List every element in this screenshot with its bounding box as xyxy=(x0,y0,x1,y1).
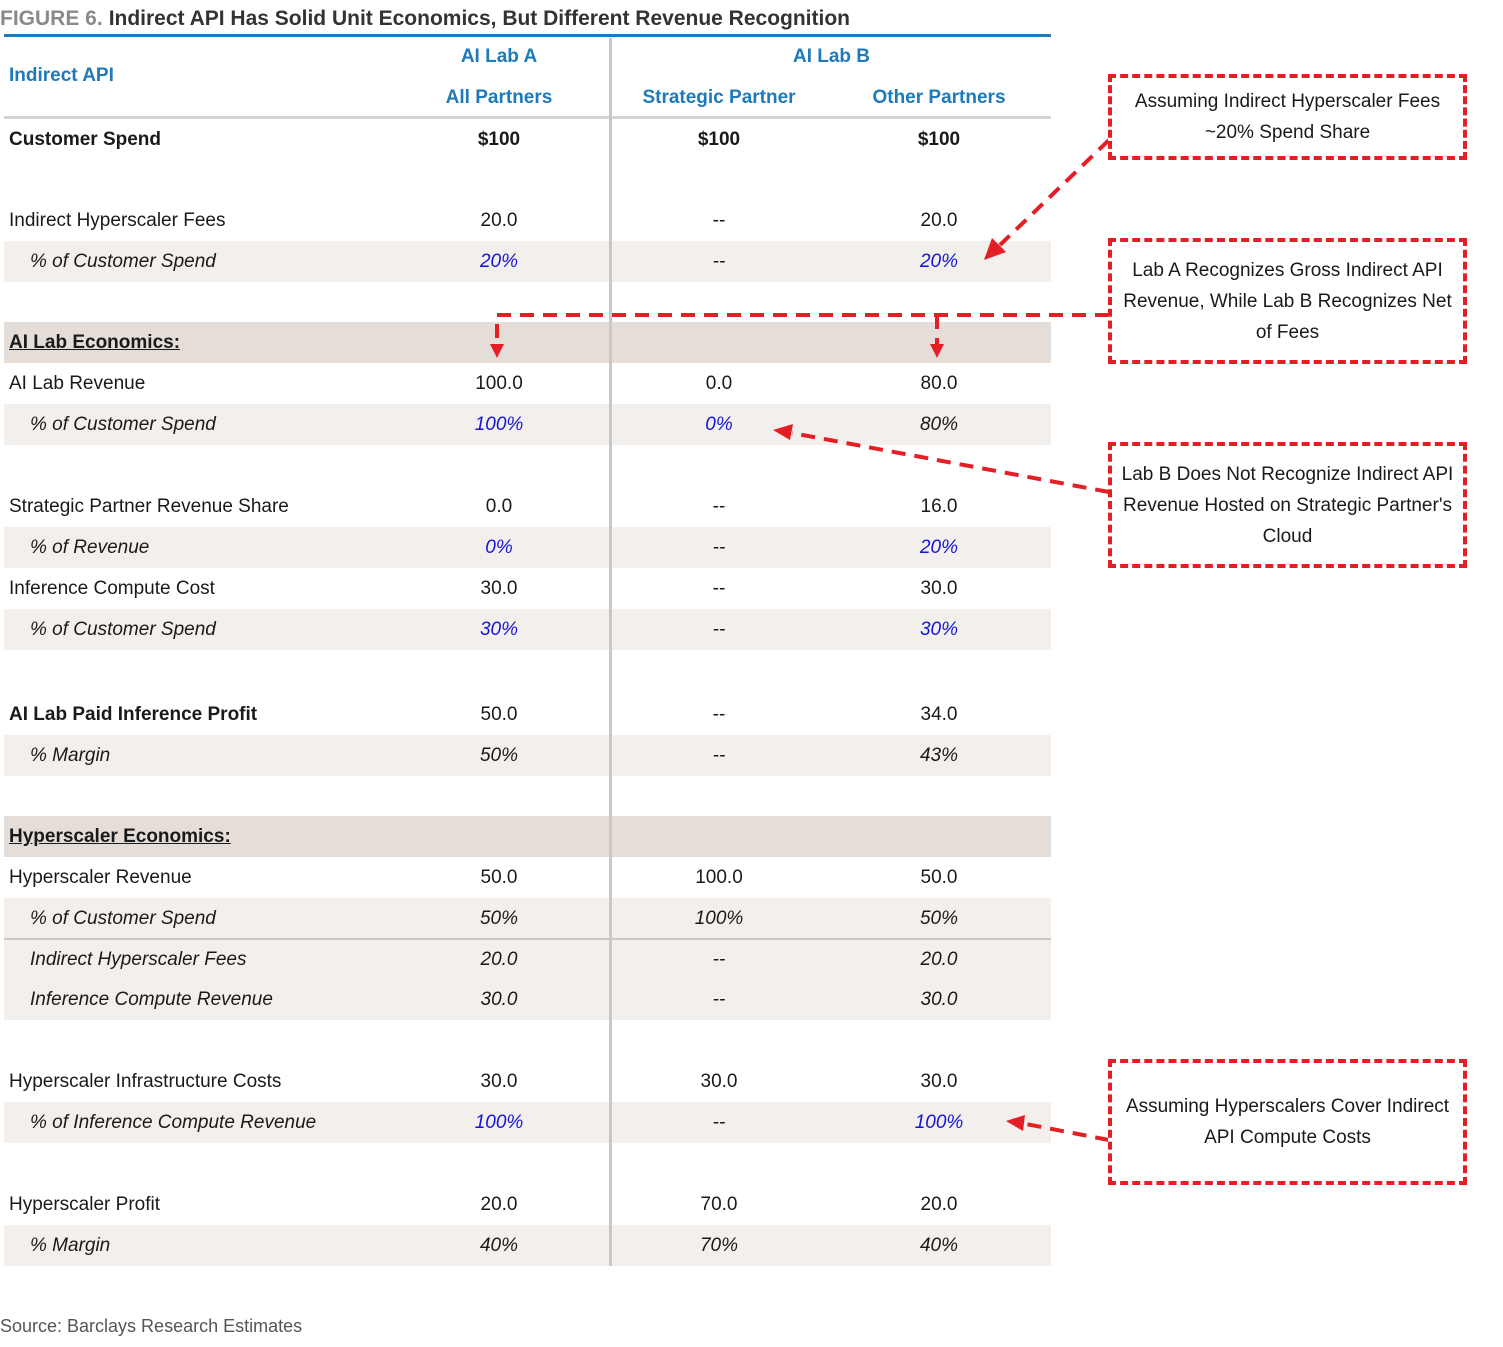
cell-strategic: 70% xyxy=(699,1235,739,1256)
cell-lab-a: 30.0 xyxy=(480,578,518,599)
header-group-a: AI Lab A xyxy=(460,46,538,67)
row-label: % of Revenue xyxy=(30,537,150,558)
cell-other: 80% xyxy=(919,414,959,435)
row-label: % of Customer Spend xyxy=(30,908,216,929)
callout-text: Lab A Recognizes Gross Indirect API Revenue, While Lab B Recognizes Net of Fees xyxy=(1123,259,1452,343)
row-label: Strategic Partner Revenue Share xyxy=(9,496,289,517)
row-label: Inference Compute Cost xyxy=(9,578,215,599)
cell-lab-a: 30.0 xyxy=(480,1071,518,1092)
cell-strategic: 0.0 xyxy=(705,373,733,394)
cell-strategic: -- xyxy=(712,537,726,558)
cell-lab-a: 0% xyxy=(485,537,513,558)
row-label: Indirect Hyperscaler Fees xyxy=(9,210,226,231)
table-row-compute-cost xyxy=(4,568,1051,609)
cell-other: $100 xyxy=(917,129,961,150)
column-separator xyxy=(609,38,612,1266)
row-label: AI Lab Paid Inference Profit xyxy=(9,704,258,725)
table-row-indirect-fees xyxy=(4,200,1051,241)
cell-other: 43% xyxy=(919,745,959,766)
figure-label: FIGURE 6. xyxy=(0,7,103,30)
row-label: % of Customer Spend xyxy=(30,414,216,435)
table-row-sub-indirect-fees xyxy=(4,938,1051,979)
cell-lab-a: 20.0 xyxy=(480,1194,518,1215)
cell-strategic: 30.0 xyxy=(700,1071,738,1092)
section-label: AI Lab Economics: xyxy=(9,332,181,353)
cell-lab-a: 20% xyxy=(479,251,519,272)
row-label: Hyperscaler Infrastructure Costs xyxy=(9,1071,282,1092)
cell-other: 20% xyxy=(919,251,959,272)
section-ai-lab-economics xyxy=(4,322,1051,363)
cell-other: 80.0 xyxy=(920,373,958,394)
cell-strategic: 100.0 xyxy=(695,867,743,888)
cell-other: 40% xyxy=(919,1235,959,1256)
cell-strategic: -- xyxy=(712,1112,726,1133)
row-label: % Margin xyxy=(30,745,111,766)
figure-title xyxy=(0,4,850,34)
row-label: AI Lab Revenue xyxy=(9,373,146,394)
cell-other: 100% xyxy=(914,1112,964,1133)
table-row-partner-rev-share xyxy=(4,486,1051,527)
cell-lab-a: 30% xyxy=(479,619,519,640)
cell-strategic: -- xyxy=(712,949,726,970)
cell-strategic: -- xyxy=(712,619,726,640)
callout-fees-share xyxy=(1108,74,1467,160)
table-row-fees-pct xyxy=(4,241,1051,282)
cell-other: 50% xyxy=(919,908,959,929)
cell-lab-a: 0.0 xyxy=(485,496,513,517)
cell-other: 50.0 xyxy=(920,867,958,888)
cell-other: 16.0 xyxy=(920,496,958,517)
cell-strategic: 0% xyxy=(705,414,733,435)
cell-strategic: -- xyxy=(712,496,726,517)
cell-other: 30.0 xyxy=(920,578,958,599)
callout-text: Lab B Does Not Recognize Indirect API Revenue Hosted on Strategic Partner's Cloud xyxy=(1121,463,1454,547)
table-row-sub-compute-revenue xyxy=(4,979,1051,1020)
cell-lab-a: 40% xyxy=(479,1235,519,1256)
callout-text: Assuming Hyperscalers Cover Indirect API Compute Costs xyxy=(1125,1096,1450,1148)
header-col-other-partners: Other Partners xyxy=(872,87,1006,108)
table-row-hyperscaler-revenue xyxy=(4,857,1051,898)
header-group-b: AI Lab B xyxy=(792,46,871,67)
cell-strategic: -- xyxy=(712,251,726,272)
row-label: Indirect Hyperscaler Fees xyxy=(30,949,247,970)
cell-other: 20.0 xyxy=(920,1194,958,1215)
callout-strategic-partner xyxy=(1108,442,1467,568)
table-row-compute-pct xyxy=(4,609,1051,650)
cell-other: 34.0 xyxy=(920,704,958,725)
callout-revenue-recognition xyxy=(1108,238,1467,364)
cell-lab-a: $100 xyxy=(477,129,521,150)
row-label: % of Customer Spend xyxy=(30,251,216,272)
cell-lab-a: 100% xyxy=(474,414,524,435)
row-label: % Margin xyxy=(30,1235,111,1256)
table-row-lab-margin xyxy=(4,735,1051,776)
cell-lab-a: 20.0 xyxy=(480,210,518,231)
row-label: Hyperscaler Profit xyxy=(9,1194,160,1215)
cell-other: 20.0 xyxy=(920,210,958,231)
table-row-revenue-pct xyxy=(4,404,1051,445)
cell-lab-a: 50% xyxy=(479,908,519,929)
table-row-customer-spend xyxy=(4,119,1051,160)
header-row-label: Indirect API xyxy=(9,65,114,86)
cell-other: 20% xyxy=(919,537,959,558)
table-row-rev-share-pct xyxy=(4,527,1051,568)
table-row-hyperscaler-rev-pct xyxy=(4,898,1051,939)
cell-lab-a: 100.0 xyxy=(475,373,523,394)
cell-other: 30.0 xyxy=(920,989,958,1010)
header-col-strategic-partner: Strategic Partner xyxy=(642,87,796,108)
cell-other: 30.0 xyxy=(920,1071,958,1092)
row-label: % of Inference Compute Revenue xyxy=(30,1112,317,1133)
section-hyperscaler-economics xyxy=(4,816,1051,857)
cell-strategic: -- xyxy=(712,704,726,725)
table-row-inference-profit xyxy=(4,694,1051,735)
callout-text: Assuming Indirect Hyperscaler Fees ~20% Spend Share xyxy=(1134,91,1441,143)
callout-compute-costs xyxy=(1108,1059,1467,1185)
cell-strategic: -- xyxy=(712,210,726,231)
section-label: Hyperscaler Economics: xyxy=(9,826,231,847)
cell-other: 20.0 xyxy=(920,949,958,970)
cell-lab-a: 50.0 xyxy=(480,704,518,725)
cell-strategic: -- xyxy=(712,578,726,599)
cell-lab-a: 100% xyxy=(474,1112,524,1133)
table-row-infrastructure-costs xyxy=(4,1061,1051,1102)
cell-lab-a: 50.0 xyxy=(480,867,518,888)
cell-lab-a: 50% xyxy=(479,745,519,766)
figure-title-text: Indirect API Has Solid Unit Economics, But Different Revenue Recognition xyxy=(108,7,851,30)
source-note: Source: Barclays Research Estimates xyxy=(0,1316,303,1336)
table-row-hyperscaler-profit xyxy=(4,1184,1051,1225)
cell-lab-a: 20.0 xyxy=(480,949,518,970)
table-row-hyperscaler-margin xyxy=(4,1225,1051,1266)
row-label: Customer Spend xyxy=(9,129,162,150)
table-row-infra-pct xyxy=(4,1102,1051,1143)
cell-strategic: 70.0 xyxy=(700,1194,738,1215)
row-label: Inference Compute Revenue xyxy=(30,989,273,1010)
table-row-ai-lab-revenue xyxy=(4,363,1051,404)
cell-strategic: 100% xyxy=(694,908,744,929)
cell-strategic: -- xyxy=(712,745,726,766)
row-label: Hyperscaler Revenue xyxy=(9,867,192,888)
row-label: % of Customer Spend xyxy=(30,619,216,640)
cell-lab-a: 30.0 xyxy=(480,989,518,1010)
cell-strategic: -- xyxy=(712,989,726,1010)
header-col-all-partners: All Partners xyxy=(445,87,553,108)
cell-strategic: $100 xyxy=(697,129,741,150)
cell-other: 30% xyxy=(919,619,959,640)
